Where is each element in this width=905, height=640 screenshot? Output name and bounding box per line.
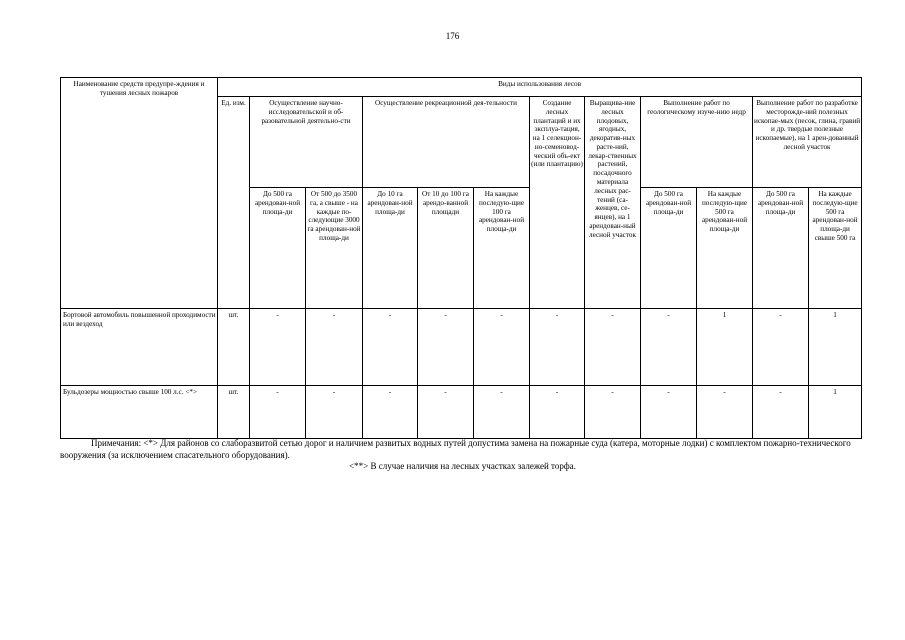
subheader: На каждые последую-щие 500 га арендован-ной площа-ди свыше 500 га <box>809 188 862 309</box>
subheader: На каждые последую-щие 100 га арендован-ной площа-ди <box>474 188 530 309</box>
table-cell: - <box>530 386 585 439</box>
group-recreation: Осуществление рекреационной дея-тельности <box>363 97 530 188</box>
group-plantations: Создание лесных плантаций и их эксплуа-тация, на 1 селекцион-но-семеновод-ческий объ-ект (или плантацию) <box>530 97 585 309</box>
subheader: От 10 до 100 га арендо-ванной площади <box>418 188 474 309</box>
table-cell: - <box>585 309 641 386</box>
table-cell: - <box>753 386 809 439</box>
row-name: Бортовой автомобиль повышенной проходимости или вездеход <box>61 309 218 386</box>
row-unit: шт. <box>218 386 250 439</box>
table-cell: - <box>250 309 306 386</box>
note-bulldozer-replacement: Примечания: <*> Для районов со слаборазвитой сетью дорог и наличием развитых водных путей допустима замена на пожарные суда (катера, моторные лодки) с комплектом пожарно-технического вооружения (за исключением спасательного оборудования). <box>60 438 851 460</box>
notes-section <box>60 438 865 473</box>
table-cell: - <box>697 386 753 439</box>
group-header-forest-use: Виды использования лесов <box>218 78 862 97</box>
fire-equipment-table <box>60 77 862 439</box>
note-peat-deposits: <**> В случае наличия на лесных участках залежей торфа. <box>349 461 576 472</box>
table-cell: - <box>250 386 306 439</box>
row-name: Бульдозеры мощностью свыше 100 л.с. <*> <box>61 386 218 439</box>
subheader: До 500 га арендован-ной площа-ди <box>641 188 697 309</box>
table-cell: 1 <box>697 309 753 386</box>
row-unit: шт. <box>218 309 250 386</box>
table-cell: - <box>418 309 474 386</box>
table-cell: - <box>585 386 641 439</box>
table-cell: - <box>474 386 530 439</box>
column-header-equipment-name: Наименование средств предупре-ждения и тушения лесных пожаров <box>61 78 218 309</box>
subheader: До 10 га арендован-ной площа-ди <box>363 188 418 309</box>
table-cell: - <box>530 309 585 386</box>
subheader: На каждые последую-щие 500 га арендован-ной площа-ди <box>697 188 753 309</box>
subheader: До 500 га арендован-ной площа-ди <box>250 188 306 309</box>
table-cell: - <box>418 386 474 439</box>
group-mining: Выполнение работ по разработке месторожде-ний полезных ископае-мых (песок, глина, гравий и др. твердые полезные ископаемые), на 1 арен-дованный лесной участок <box>753 97 862 188</box>
table-cell: 1 <box>809 386 862 439</box>
table-cell: - <box>474 309 530 386</box>
table-cell: - <box>641 386 697 439</box>
column-header-unit: Ед. изм. <box>218 97 250 309</box>
table-row <box>61 386 862 439</box>
group-research: Осуществление научно-исследовательской и об-разовательной деятельно-сти <box>250 97 363 188</box>
table-cell: - <box>753 309 809 386</box>
table-cell: - <box>641 309 697 386</box>
subheader: До 500 га арендован-ной площа-ди <box>753 188 809 309</box>
table-cell: - <box>363 386 418 439</box>
table-row <box>61 309 862 386</box>
group-cultivation: Выращива-ние лесных плодовых, ягодных, декоратив-ных расте-ний, лекар-ственных растений, посадочного материала лесных рас-тений (са-женцев, се-янцев), на 1 арендован-ный лесной участок <box>585 97 641 309</box>
subheader: От 500 до 3500 га, а свыше - на каждые по-следующие 3000 га арендован-ной площа-ди <box>306 188 363 309</box>
page-number: 176 <box>445 31 460 41</box>
table-cell: 1 <box>809 309 862 386</box>
group-geology: Выполнение работ по геологическому изуче-нию недр <box>641 97 753 188</box>
table-cell: - <box>306 386 363 439</box>
table-cell: - <box>306 309 363 386</box>
table-cell: - <box>363 309 418 386</box>
